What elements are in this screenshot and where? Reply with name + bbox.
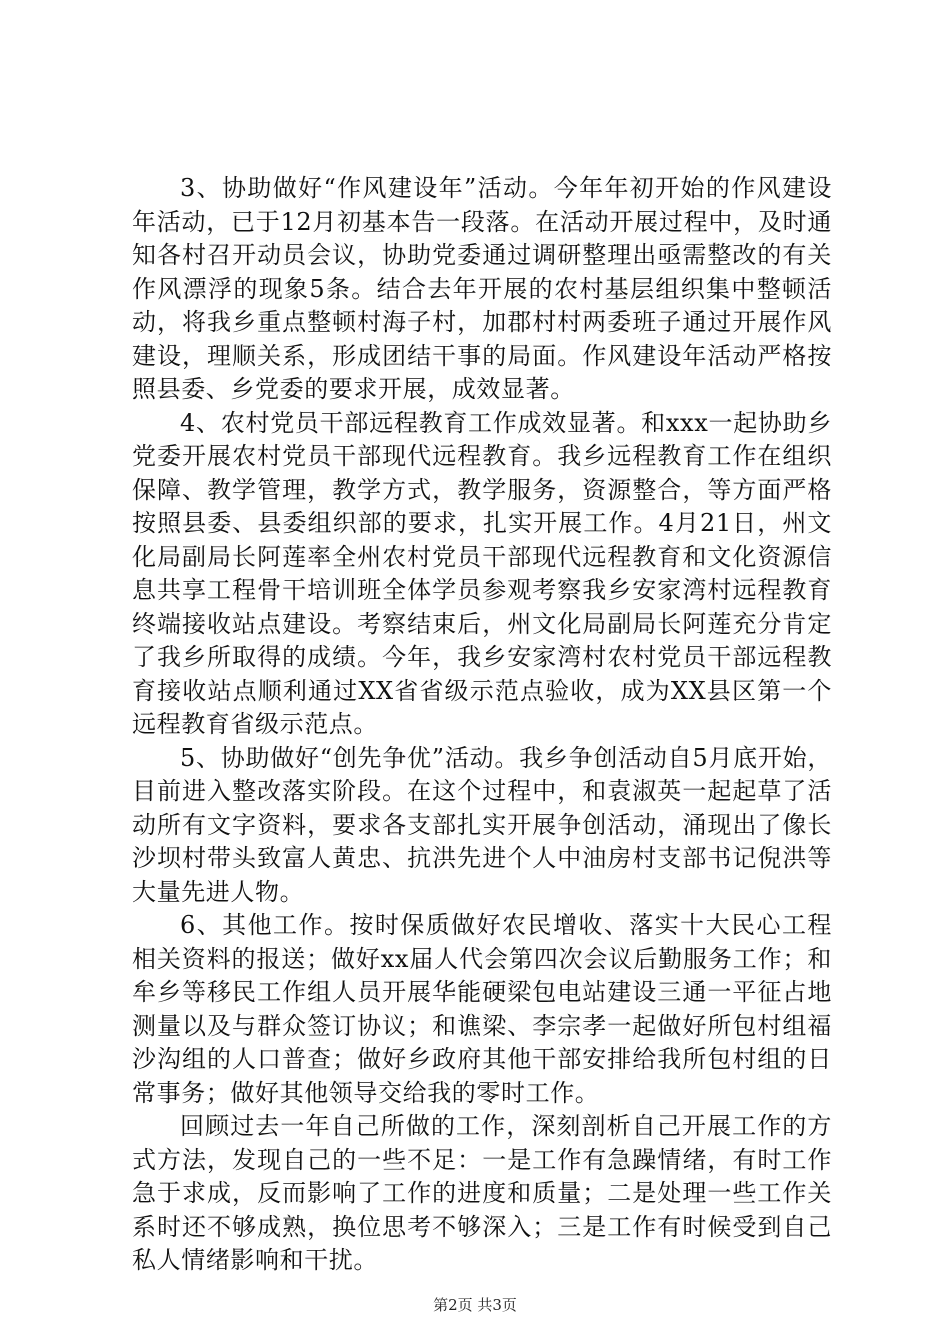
paragraph-other-work: 6、其他工作。按时保质做好农民增收、落实十大民心工程相关资料的报送；做好xx届人代会第四次会议后勤服务工作；和牟乡等移民工作组人员开展华能硬梁包电站建设三通一平征占地测量以及与群众签订协议；和谯梁、李宗孝一起做好所包村组福沙沟组的人口普查；做好乡政府其他干部安排给我所包村组的日常事务；做好其他领导交给我的零时工作。 (132, 911, 832, 1107)
paragraph-excellence-campaign: 5、协助做好“创先争优”活动。我乡争创活动自5月底开始，目前进入整改落实阶段。在这个过程中，和袁淑英一起起草了活动所有文字资料，要求各支部扎实开展争创活动，涌现出了像长沙坝村带头致富人黄忠、抗洪先进个人中油房村支部书记倪洪等大量先进人物。 (132, 743, 832, 906)
paragraph-self-review: 回顾过去一年自己所做的工作，深刻剖析自己开展工作的方式方法，发现自己的一些不足：一是工作有急躁情绪，有时工作急于求成，反而影响了工作的进度和质量；二是处理一些工作关系时还不够成熟，换位思考不够深入；三是工作有时候受到自己私人情绪影响和干扰。 (132, 1112, 832, 1274)
paragraph-style-work: 3、协助做好“作风建设年”活动。今年年初开始的作风建设年活动，已于12月初基本告一段落。在活动开展过程中，及时通知各村召开动员会议，协助党委通过调研整理出亟需整改的有关作风漂浮的现象5条。结合去年开展的农村基层组织集中整顿活动，将我乡重点整顿村海子村，加郡村村两委班子通过开展作风建设，理顺关系，形成团结干事的局面。作风建设年活动严格按照县委、乡党委的要求开展，成效显著。 (132, 174, 832, 403)
paragraph-remote-education: 4、农村党员干部远程教育工作成效显著。和xxx一起协助乡党委开展农村党员干部现代远程教育。我乡远程教育工作在组织保障、教学管理，教学方式，教学服务，资源整合，等方面严格按照县委、县委组织部的要求，扎实开展工作。4月21日，州文化局副局长阿莲率全州农村党员干部现代远程教育和文化资源信息共享工程骨干培训班全体学员参观考察我乡安家湾村远程教育终端接收站点建设。考察结束后，州文化局副局长阿莲充分肯定了我乡所取得的成绩。今年，我乡安家湾村农村党员干部远程教育接收站点顺利通过XX省省级示范点验收，成为XX县区第一个远程教育省级示范点。 (132, 408, 832, 738)
document-body (132, 172, 832, 1278)
page-footer: 第2页 共3页 (433, 1296, 517, 1314)
